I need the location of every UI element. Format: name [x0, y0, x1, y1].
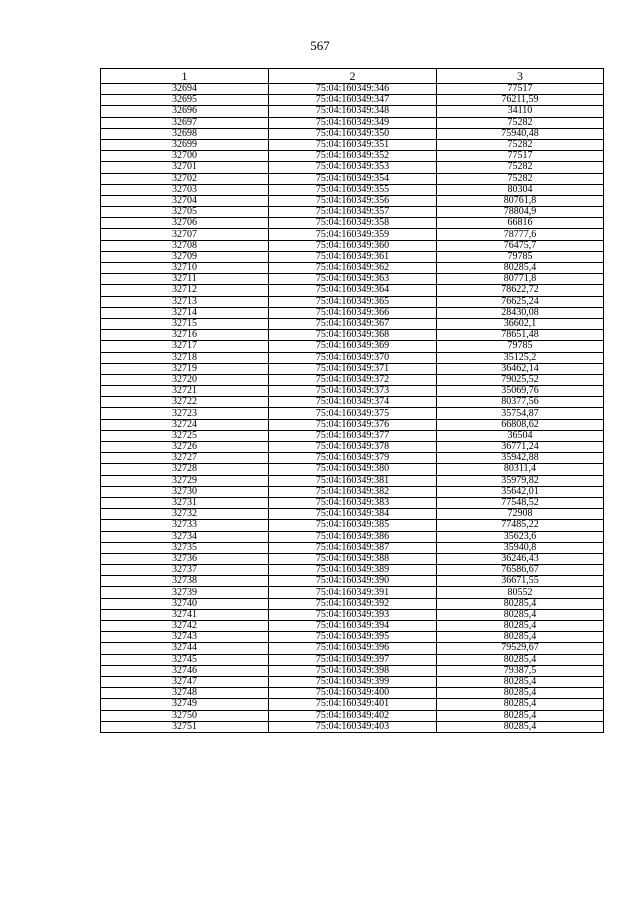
cadastral-number-cell: 75:04:160349:354: [269, 173, 437, 184]
value-cell: 80285,4: [437, 654, 604, 665]
table-row: [101, 218, 604, 229]
cadastral-number-cell: 75:04:160349:397: [269, 654, 437, 665]
table-row: [101, 240, 604, 251]
table-row: [101, 374, 604, 385]
table-row: [101, 207, 604, 218]
value-cell: 66808,62: [437, 419, 604, 430]
value-cell: 66816: [437, 218, 604, 229]
table-row: [101, 363, 604, 374]
cadastral-number-cell: 75:04:160349:346: [269, 84, 437, 95]
value-cell: 79529,67: [437, 643, 604, 654]
table-row: [101, 128, 604, 139]
cadastral-number-cell: 75:04:160349:377: [269, 430, 437, 441]
table-row: [101, 643, 604, 654]
row-number-cell: 32721: [101, 386, 269, 397]
row-number-cell: 32697: [101, 117, 269, 128]
row-number-cell: 32743: [101, 632, 269, 643]
row-number-cell: 32730: [101, 486, 269, 497]
table-row: [101, 442, 604, 453]
value-cell: 80285,4: [437, 621, 604, 632]
cadastral-number-cell: 75:04:160349:364: [269, 285, 437, 296]
value-cell: 80285,4: [437, 676, 604, 687]
row-number-cell: 32703: [101, 184, 269, 195]
table-row: [101, 263, 604, 274]
cadastral-number-cell: 75:04:160349:361: [269, 251, 437, 262]
cadastral-number-cell: 75:04:160349:376: [269, 419, 437, 430]
table-row: [101, 688, 604, 699]
row-number-cell: 32739: [101, 587, 269, 598]
table-row: [101, 139, 604, 150]
row-number-cell: 32748: [101, 688, 269, 699]
cadastral-number-cell: 75:04:160349:360: [269, 240, 437, 251]
value-cell: 36671,55: [437, 576, 604, 587]
column-header-3: 3: [437, 69, 604, 84]
table-row: [101, 497, 604, 508]
value-cell: 80552: [437, 587, 604, 598]
row-number-cell: 32695: [101, 95, 269, 106]
table-row: [101, 609, 604, 620]
value-cell: 35940,8: [437, 542, 604, 553]
table-row: [101, 699, 604, 710]
row-number-cell: 32710: [101, 263, 269, 274]
value-cell: 80285,4: [437, 688, 604, 699]
table-row: [101, 710, 604, 721]
value-cell: 75282: [437, 162, 604, 173]
row-number-cell: 32699: [101, 139, 269, 150]
cadastral-number-cell: 75:04:160349:399: [269, 676, 437, 687]
row-number-cell: 32724: [101, 419, 269, 430]
row-number-cell: 32708: [101, 240, 269, 251]
value-cell: 75282: [437, 139, 604, 150]
row-number-cell: 32694: [101, 84, 269, 95]
row-number-cell: 32705: [101, 207, 269, 218]
table-row: [101, 84, 604, 95]
table-row: [101, 565, 604, 576]
row-number-cell: 32737: [101, 565, 269, 576]
table-row: [101, 520, 604, 531]
table-row: [101, 665, 604, 676]
table-row: [101, 509, 604, 520]
cadastral-number-cell: 75:04:160349:347: [269, 95, 437, 106]
table-row: [101, 318, 604, 329]
table-row: [101, 162, 604, 173]
row-number-cell: 32723: [101, 408, 269, 419]
row-number-cell: 32707: [101, 229, 269, 240]
value-cell: 80285,4: [437, 609, 604, 620]
cadastral-number-cell: 75:04:160349:356: [269, 195, 437, 206]
row-number-cell: 32750: [101, 710, 269, 721]
value-cell: 35125,2: [437, 352, 604, 363]
value-cell: 77485,22: [437, 520, 604, 531]
cadastral-number-cell: 75:04:160349:391: [269, 587, 437, 598]
data-table: [100, 68, 604, 733]
cadastral-number-cell: 75:04:160349:374: [269, 397, 437, 408]
row-number-cell: 32740: [101, 598, 269, 609]
value-cell: 76211,59: [437, 95, 604, 106]
cadastral-number-cell: 75:04:160349:378: [269, 442, 437, 453]
cadastral-number-cell: 75:04:160349:389: [269, 565, 437, 576]
value-cell: 77517: [437, 84, 604, 95]
row-number-cell: 32731: [101, 497, 269, 508]
row-number-cell: 32701: [101, 162, 269, 173]
cadastral-number-cell: 75:04:160349:385: [269, 520, 437, 531]
table-row: [101, 464, 604, 475]
table-header: [101, 69, 604, 84]
value-cell: 79025,52: [437, 374, 604, 385]
row-number-cell: 32722: [101, 397, 269, 408]
row-number-cell: 32712: [101, 285, 269, 296]
value-cell: 35642,01: [437, 486, 604, 497]
row-number-cell: 32734: [101, 531, 269, 542]
table-row: [101, 386, 604, 397]
row-number-cell: 32713: [101, 296, 269, 307]
row-number-cell: 32702: [101, 173, 269, 184]
row-number-cell: 32718: [101, 352, 269, 363]
row-number-cell: 32742: [101, 621, 269, 632]
value-cell: 75940,48: [437, 128, 604, 139]
row-number-cell: 32736: [101, 553, 269, 564]
row-number-cell: 32714: [101, 307, 269, 318]
cadastral-number-cell: 75:04:160349:372: [269, 374, 437, 385]
table-row: [101, 654, 604, 665]
value-cell: 75282: [437, 173, 604, 184]
cadastral-number-cell: 75:04:160349:393: [269, 609, 437, 620]
cadastral-number-cell: 75:04:160349:375: [269, 408, 437, 419]
value-cell: 76475,7: [437, 240, 604, 251]
value-cell: 80304: [437, 184, 604, 195]
value-cell: 80285,4: [437, 598, 604, 609]
row-number-cell: 32747: [101, 676, 269, 687]
cadastral-number-cell: 75:04:160349:366: [269, 307, 437, 318]
value-cell: 28430,08: [437, 307, 604, 318]
row-number-cell: 32719: [101, 363, 269, 374]
cadastral-number-cell: 75:04:160349:403: [269, 721, 437, 732]
cadastral-number-cell: 75:04:160349:373: [269, 386, 437, 397]
value-cell: 79785: [437, 341, 604, 352]
cadastral-number-cell: 75:04:160349:357: [269, 207, 437, 218]
value-cell: 79785: [437, 251, 604, 262]
value-cell: 78804,9: [437, 207, 604, 218]
value-cell: 72908: [437, 509, 604, 520]
value-cell: 36771,24: [437, 442, 604, 453]
cadastral-number-cell: 75:04:160349:352: [269, 151, 437, 162]
cadastral-number-cell: 75:04:160349:349: [269, 117, 437, 128]
value-cell: 80311,4: [437, 464, 604, 475]
cadastral-number-cell: 75:04:160349:390: [269, 576, 437, 587]
cadastral-number-cell: 75:04:160349:379: [269, 453, 437, 464]
table-row: [101, 542, 604, 553]
header-row: [101, 69, 604, 84]
value-cell: 80761,8: [437, 195, 604, 206]
table-row: [101, 587, 604, 598]
value-cell: 35942,88: [437, 453, 604, 464]
table-row: [101, 184, 604, 195]
cadastral-number-cell: 75:04:160349:358: [269, 218, 437, 229]
page-number: 567: [310, 38, 330, 53]
value-cell: 77517: [437, 151, 604, 162]
value-cell: 79387,5: [437, 665, 604, 676]
cadastral-number-cell: 75:04:160349:383: [269, 497, 437, 508]
table-row: [101, 296, 604, 307]
cadastral-number-cell: 75:04:160349:395: [269, 632, 437, 643]
value-cell: 36602,1: [437, 318, 604, 329]
table-row: [101, 274, 604, 285]
value-cell: 34110: [437, 106, 604, 117]
table-row: [101, 408, 604, 419]
cadastral-number-cell: 75:04:160349:355: [269, 184, 437, 195]
row-number-cell: 32746: [101, 665, 269, 676]
row-number-cell: 32709: [101, 251, 269, 262]
row-number-cell: 32728: [101, 464, 269, 475]
table-row: [101, 453, 604, 464]
cadastral-number-cell: 75:04:160349:401: [269, 699, 437, 710]
cadastral-number-cell: 75:04:160349:387: [269, 542, 437, 553]
row-number-cell: 32732: [101, 509, 269, 520]
cadastral-number-cell: 75:04:160349:388: [269, 553, 437, 564]
value-cell: 80377,56: [437, 397, 604, 408]
table-row: [101, 151, 604, 162]
table-row: [101, 229, 604, 240]
cadastral-number-cell: 75:04:160349:386: [269, 531, 437, 542]
table-row: [101, 397, 604, 408]
cadastral-number-cell: 75:04:160349:400: [269, 688, 437, 699]
cadastral-number-cell: 75:04:160349:392: [269, 598, 437, 609]
row-number-cell: 32715: [101, 318, 269, 329]
column-header-1: 1: [101, 69, 269, 84]
row-number-cell: 32704: [101, 195, 269, 206]
table-row: [101, 117, 604, 128]
cadastral-number-cell: 75:04:160349:365: [269, 296, 437, 307]
value-cell: 35069,76: [437, 386, 604, 397]
cadastral-number-cell: 75:04:160349:369: [269, 341, 437, 352]
table-row: [101, 341, 604, 352]
table-row: [101, 576, 604, 587]
cadastral-number-cell: 75:04:160349:371: [269, 363, 437, 374]
value-cell: 77548,52: [437, 497, 604, 508]
row-number-cell: 32738: [101, 576, 269, 587]
value-cell: 80285,4: [437, 263, 604, 274]
table-row: [101, 721, 604, 732]
row-number-cell: 32717: [101, 341, 269, 352]
row-number-cell: 32720: [101, 374, 269, 385]
cadastral-number-cell: 75:04:160349:394: [269, 621, 437, 632]
table-row: [101, 486, 604, 497]
table-row: [101, 676, 604, 687]
table-row: [101, 475, 604, 486]
value-cell: 35979,82: [437, 475, 604, 486]
table-row: [101, 285, 604, 296]
row-number-cell: 32706: [101, 218, 269, 229]
table-row: [101, 419, 604, 430]
table-row: [101, 330, 604, 341]
cadastral-number-cell: 75:04:160349:384: [269, 509, 437, 520]
row-number-cell: 32741: [101, 609, 269, 620]
value-cell: 80285,4: [437, 699, 604, 710]
cadastral-number-cell: 75:04:160349:370: [269, 352, 437, 363]
table-row: [101, 553, 604, 564]
value-cell: 75282: [437, 117, 604, 128]
value-cell: 76586,67: [437, 565, 604, 576]
cadastral-number-cell: 75:04:160349:380: [269, 464, 437, 475]
table-row: [101, 352, 604, 363]
table-row: [101, 95, 604, 106]
cadastral-number-cell: 75:04:160349:402: [269, 710, 437, 721]
cadastral-number-cell: 75:04:160349:363: [269, 274, 437, 285]
table-row: [101, 106, 604, 117]
value-cell: 76625,24: [437, 296, 604, 307]
row-number-cell: 32744: [101, 643, 269, 654]
cadastral-number-cell: 75:04:160349:353: [269, 162, 437, 173]
value-cell: 80285,4: [437, 721, 604, 732]
value-cell: 36246,43: [437, 553, 604, 564]
cadastral-number-cell: 75:04:160349:362: [269, 263, 437, 274]
table-row: [101, 430, 604, 441]
value-cell: 35754,87: [437, 408, 604, 419]
table-row: [101, 251, 604, 262]
row-number-cell: 32751: [101, 721, 269, 732]
value-cell: 36504: [437, 430, 604, 441]
row-number-cell: 32727: [101, 453, 269, 464]
table-row: [101, 173, 604, 184]
value-cell: 80771,8: [437, 274, 604, 285]
cadastral-number-cell: 75:04:160349:351: [269, 139, 437, 150]
table-row: [101, 307, 604, 318]
row-number-cell: 32716: [101, 330, 269, 341]
cadastral-number-cell: 75:04:160349:350: [269, 128, 437, 139]
row-number-cell: 32696: [101, 106, 269, 117]
row-number-cell: 32725: [101, 430, 269, 441]
table-row: [101, 632, 604, 643]
cadastral-number-cell: 75:04:160349:348: [269, 106, 437, 117]
value-cell: 35623,6: [437, 531, 604, 542]
row-number-cell: 32729: [101, 475, 269, 486]
row-number-cell: 32745: [101, 654, 269, 665]
row-number-cell: 32733: [101, 520, 269, 531]
value-cell: 36462,14: [437, 363, 604, 374]
cadastral-number-cell: 75:04:160349:396: [269, 643, 437, 654]
column-header-2: 2: [269, 69, 437, 84]
row-number-cell: 32749: [101, 699, 269, 710]
row-number-cell: 32711: [101, 274, 269, 285]
row-number-cell: 32735: [101, 542, 269, 553]
value-cell: 80285,4: [437, 710, 604, 721]
cadastral-number-cell: 75:04:160349:382: [269, 486, 437, 497]
cadastral-number-cell: 75:04:160349:368: [269, 330, 437, 341]
row-number-cell: 32700: [101, 151, 269, 162]
value-cell: 78651,48: [437, 330, 604, 341]
value-cell: 78777,6: [437, 229, 604, 240]
cadastral-number-cell: 75:04:160349:359: [269, 229, 437, 240]
cadastral-number-cell: 75:04:160349:367: [269, 318, 437, 329]
table-row: [101, 531, 604, 542]
table-row: [101, 621, 604, 632]
cadastral-number-cell: 75:04:160349:398: [269, 665, 437, 676]
value-cell: 80285,4: [437, 632, 604, 643]
table-body: [101, 84, 604, 733]
table-row: [101, 195, 604, 206]
row-number-cell: 32726: [101, 442, 269, 453]
row-number-cell: 32698: [101, 128, 269, 139]
cadastral-number-cell: 75:04:160349:381: [269, 475, 437, 486]
value-cell: 78622,72: [437, 285, 604, 296]
table-row: [101, 598, 604, 609]
